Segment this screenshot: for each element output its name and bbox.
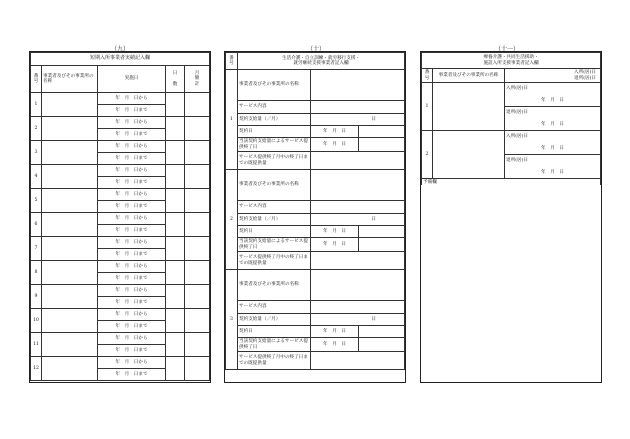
table-row [31, 165, 210, 177]
date-from: 年 月 日から [98, 189, 166, 201]
row-label: サービス内容 [238, 201, 311, 214]
panel10-title-2: 就労継続支援事業者記入欄 [293, 61, 349, 66]
days-cell [166, 93, 185, 117]
table-row [31, 117, 210, 129]
panel11-title-1: 療養介護・共同生活援助・ [483, 55, 539, 61]
table-row [226, 201, 405, 214]
blank-cell [359, 326, 405, 338]
table-row [226, 126, 405, 138]
out-label: 退所(居)日 [505, 155, 601, 167]
in-ymd: 年 月 日 [505, 95, 601, 107]
panel9-month-a: 月 [194, 70, 200, 76]
days-cell [166, 117, 185, 141]
row-label: 契約日 [238, 126, 311, 138]
row-label: サービス提供終了月中の終了日までの既提供量 [238, 352, 311, 370]
date-to: 年 月 日まで [98, 153, 166, 165]
table-row [226, 114, 405, 126]
date-to: 年 月 日まで [98, 105, 166, 117]
date-to: 年 月 日まで [98, 345, 166, 357]
days-cell [166, 165, 185, 189]
date-to: 年 月 日まで [98, 321, 166, 333]
row-label: 契約日 [238, 326, 311, 338]
amount-cell [185, 309, 210, 333]
amount-cell [185, 285, 210, 309]
date-from: 年 月 日から [98, 93, 166, 105]
value-cell [311, 101, 405, 114]
amount-cell [185, 213, 210, 237]
row-number: 1 [422, 83, 433, 131]
days-cell [166, 333, 185, 357]
out-label: 退所(居)日 [505, 107, 601, 119]
date-from: 年 月 日から [98, 357, 166, 369]
table-row [226, 152, 405, 170]
date-from: 年 月 日から [98, 213, 166, 225]
date-from: 年 月 日から [98, 333, 166, 345]
row-label: 当該契約支給量によるサービス提供終了日 [238, 138, 311, 152]
block-number: 1 [226, 70, 238, 170]
panel10-label: （十） [306, 46, 325, 53]
date-from: 年 月 日から [98, 117, 166, 129]
provider-cell [42, 189, 98, 213]
table-row [422, 83, 601, 95]
table-row [226, 170, 405, 201]
table-row [31, 261, 210, 273]
block-number: 2 [226, 170, 238, 270]
days-cell [166, 357, 185, 381]
in-ymd: 年 月 日 [505, 143, 601, 155]
panel9-provider-header: 事業者及びその事業所の名称 [42, 66, 98, 93]
row-number: 1 [31, 93, 42, 117]
date-value: 年 月 日 [311, 238, 359, 252]
row-label: 当該契約支給量によるサービス提供終了日 [238, 338, 311, 352]
amount-cell [185, 93, 210, 117]
panel9-label: （九） [110, 46, 129, 53]
table-row [31, 141, 210, 153]
panel9-table [30, 52, 210, 381]
date-value: 年 月 日 [311, 126, 359, 138]
provider-cell [42, 237, 98, 261]
blank-cell [359, 238, 405, 252]
row-number: 6 [31, 213, 42, 237]
table-row [226, 270, 405, 301]
table-row [226, 301, 405, 314]
table-row [31, 309, 210, 321]
days-cell [166, 189, 185, 213]
row-label: 契約日 [238, 226, 311, 238]
panel9-date-header: 実施日 [98, 66, 166, 93]
days-cell [166, 237, 185, 261]
row-number: 3 [31, 141, 42, 165]
row-number: 5 [31, 189, 42, 213]
date-to: 年 月 日まで [98, 129, 166, 141]
table-row [226, 252, 405, 270]
row-number: 2 [31, 117, 42, 141]
days-cell [166, 285, 185, 309]
provider-cell [42, 261, 98, 285]
panel11-table [421, 52, 601, 185]
date-value: 年 月 日 [311, 326, 359, 338]
panel9-month-b: 額 [194, 76, 200, 82]
date-value: 年 月 日 [311, 338, 359, 352]
table-row [31, 189, 210, 201]
row-label: サービス提供終了月中の終了日までの既提供量 [238, 152, 311, 170]
table-row [31, 213, 210, 225]
date-to: 年 月 日まで [98, 249, 166, 261]
date-to: 年 月 日まで [98, 297, 166, 309]
date-from: 年 月 日から [98, 165, 166, 177]
value-cell [311, 352, 405, 370]
panel11-provider-header: 事業者及びその事業所の名称 [433, 69, 505, 83]
row-number: 12 [31, 357, 42, 381]
out-ymd: 年 月 日 [505, 167, 601, 179]
panel9-month-header [185, 66, 210, 93]
table-row [31, 333, 210, 345]
panel9-title: 短期入所事業者実績記入欄 [31, 53, 210, 66]
panel11-no-header: 番号 [422, 69, 433, 83]
provider-cell [42, 93, 98, 117]
amount-cell [185, 117, 210, 141]
panel11-title [422, 53, 601, 69]
row-label: サービス提供終了月中の終了日までの既提供量 [238, 252, 311, 270]
provider-cell [42, 117, 98, 141]
amount-cell [185, 357, 210, 381]
row-number: 4 [31, 165, 42, 189]
row-label: サービス内容 [238, 301, 311, 314]
amount-cell [185, 189, 210, 213]
in-label: 入所(居)日 [505, 83, 601, 95]
provider-cell [433, 83, 505, 131]
blank-cell [359, 226, 405, 238]
date-to: 年 月 日まで [98, 201, 166, 213]
date-from: 年 月 日から [98, 141, 166, 153]
blank-cell [359, 126, 405, 138]
row-number: 10 [31, 309, 42, 333]
amount-cell [185, 261, 210, 285]
amount-value: 日 [311, 114, 405, 126]
panel9-days-a: 日 [172, 70, 178, 76]
date-from: 年 月 日から [98, 285, 166, 297]
amount-cell [185, 141, 210, 165]
row-number: 11 [31, 333, 42, 357]
amount-cell [185, 165, 210, 189]
panel11-label: （十一） [494, 46, 519, 53]
row-label: 契約支給量（／月） [238, 114, 311, 126]
table-row [226, 101, 405, 114]
provider-cell [42, 333, 98, 357]
panel11-inout-1: 入所(居)日 [574, 70, 597, 76]
row-number: 9 [31, 285, 42, 309]
panel11-notes: 予備欄 [422, 179, 601, 186]
row-label: 事業者及びその事業所の名称 [238, 170, 311, 201]
provider-cell [42, 165, 98, 189]
row-label: サービス内容 [238, 101, 311, 114]
table-row [226, 314, 405, 326]
blank-cell [359, 338, 405, 352]
date-value: 年 月 日 [311, 138, 359, 152]
value-cell [311, 70, 405, 101]
row-label: 契約支給量（／月） [238, 214, 311, 226]
row-number: 7 [31, 237, 42, 261]
amount-value: 日 [311, 214, 405, 226]
table-row [422, 131, 601, 143]
panel10-title [238, 53, 405, 70]
row-number: 2 [422, 131, 433, 179]
block-number: 3 [226, 270, 238, 370]
table-row [226, 326, 405, 338]
provider-cell [42, 285, 98, 309]
date-to: 年 月 日まで [98, 177, 166, 189]
date-from: 年 月 日から [98, 309, 166, 321]
provider-cell [42, 357, 98, 381]
days-cell [166, 141, 185, 165]
table-row [31, 237, 210, 249]
provider-cell [433, 131, 505, 179]
panel9-month-c: 計 [194, 81, 200, 87]
value-cell [311, 170, 405, 201]
panel11-title-2: 施設入所支援事業者記入欄 [483, 60, 539, 66]
date-from: 年 月 日から [98, 261, 166, 273]
date-value: 年 月 日 [311, 226, 359, 238]
date-to: 年 月 日まで [98, 225, 166, 237]
value-cell [311, 301, 405, 314]
value-cell [311, 152, 405, 170]
table-row [226, 70, 405, 101]
table-row [31, 93, 210, 105]
panel9-no-header: 番号 [31, 66, 42, 93]
table-row [226, 138, 405, 152]
value-cell [311, 252, 405, 270]
table-row [31, 357, 210, 369]
row-number: 8 [31, 261, 42, 285]
date-to: 年 月 日まで [98, 273, 166, 285]
table-row [226, 238, 405, 252]
panel9-days-b: 数 [172, 81, 178, 87]
days-cell [166, 261, 185, 285]
table-row [226, 352, 405, 370]
table-row [226, 226, 405, 238]
blank-cell [359, 138, 405, 152]
days-cell [166, 309, 185, 333]
date-from: 年 月 日から [98, 237, 166, 249]
date-to: 年 月 日まで [98, 369, 166, 381]
panel10-no-header: 番号 [226, 53, 238, 70]
table-row [226, 214, 405, 226]
days-cell [166, 213, 185, 237]
table-row [31, 285, 210, 297]
in-label: 入所(居)日 [505, 131, 601, 143]
table-row [226, 338, 405, 352]
out-ymd: 年 月 日 [505, 119, 601, 131]
provider-cell [42, 309, 98, 333]
amount-value: 日 [311, 314, 405, 326]
row-label: 当該契約支給量によるサービス提供終了日 [238, 238, 311, 252]
row-label: 事業者及びその事業所の名称 [238, 270, 311, 301]
provider-cell [42, 141, 98, 165]
amount-cell [185, 333, 210, 357]
panel11-inout-header [505, 69, 601, 83]
panel11-inout-2: 退所(居)日 [574, 75, 597, 81]
row-label: 事業者及びその事業所の名称 [238, 70, 311, 101]
provider-cell [42, 213, 98, 237]
panel10-title-1: 生活介護・自立訓練・就労移行支援・ [281, 55, 361, 61]
amount-cell [185, 237, 210, 261]
row-label: 契約支給量（／月） [238, 314, 311, 326]
panel10-table [225, 52, 405, 370]
panel9-days-header [166, 66, 185, 93]
value-cell [311, 270, 405, 301]
value-cell [311, 201, 405, 214]
